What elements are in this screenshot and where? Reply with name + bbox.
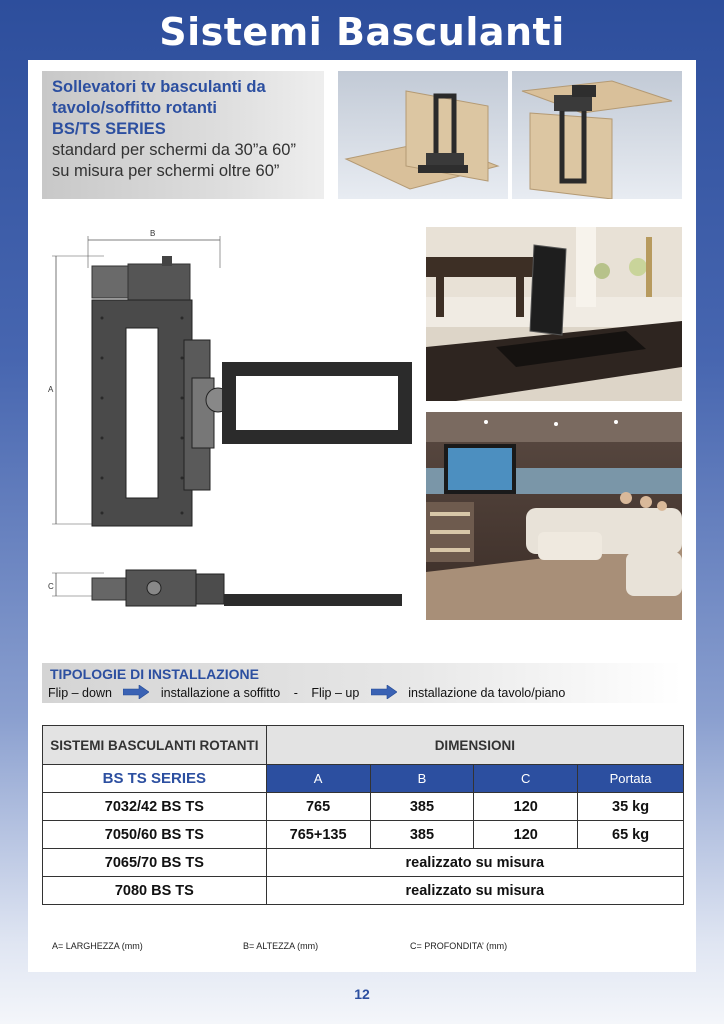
cell-model: 7050/60 BS TS (43, 821, 267, 849)
page-sheet (28, 60, 696, 972)
page-number: 12 (354, 986, 370, 1002)
cell-custom-note: realizzato su misura (266, 849, 683, 877)
legend-b: B= ALTEZZA (mm) (243, 941, 319, 951)
page-title: Sistemi Basculanti (159, 10, 565, 54)
installation-heading: TIPOLOGIE DI INSTALLAZIONE (50, 666, 259, 682)
table-install-label: installazione da tavolo/piano (408, 685, 566, 700)
intro-series: BS/TS SERIES (52, 120, 166, 138)
photo-living-room (426, 227, 682, 401)
cell-b: 385 (370, 821, 474, 849)
cell-model: 7032/42 BS TS (43, 793, 267, 821)
col-header-portata: Portata (578, 765, 684, 793)
table-row (43, 793, 684, 821)
arrow-right-icon (123, 685, 149, 702)
intro-custom: su misura per schermi oltre 60” (52, 162, 280, 180)
spec-table (42, 725, 684, 905)
dim-label-b: B (150, 229, 156, 238)
cell-model: 7080 BS TS (43, 877, 267, 905)
col-header-a: A (266, 765, 370, 793)
table-header-right: DIMENSIONI (266, 726, 683, 765)
photo-yacht-lounge (426, 412, 682, 620)
legend-a: A= LARGHEZZA (mm) (52, 941, 143, 951)
installation-row (48, 685, 565, 702)
dim-label-c: C (48, 582, 54, 591)
ceiling-install-label: installazione a soffitto (160, 685, 281, 700)
arrow-right-icon (371, 685, 397, 702)
cell-custom-note: realizzato su misura (266, 877, 683, 905)
table-series-label: BS TS SERIES (43, 765, 267, 793)
col-header-b: B (370, 765, 474, 793)
table-header-left: SISTEMI BASCULANTI ROTANTI (43, 726, 267, 765)
intro-line-2: tavolo/soffitto rotanti (52, 99, 217, 117)
intro-box (42, 71, 324, 199)
cell-c: 120 (474, 793, 578, 821)
table-row (43, 849, 684, 877)
table-row (43, 877, 684, 905)
col-header-c: C (474, 765, 578, 793)
cell-portata: 35 kg (578, 793, 684, 821)
flip-up-label: Flip – up (311, 685, 360, 700)
cell-model: 7065/70 BS TS (43, 849, 267, 877)
flip-down-label: Flip – down (48, 685, 112, 700)
cell-a: 765+135 (266, 821, 370, 849)
cell-portata: 65 kg (578, 821, 684, 849)
product-render-1 (338, 71, 508, 199)
table-row (43, 821, 684, 849)
installation-types-bar (42, 663, 682, 703)
separator: - (293, 685, 298, 700)
intro-standard: standard per schermi da 30”a 60” (52, 141, 296, 159)
cell-a: 765 (266, 793, 370, 821)
technical-drawing (44, 228, 416, 628)
cell-c: 120 (474, 821, 578, 849)
dim-label-a: A (48, 385, 54, 394)
intro-line-1: Sollevatori tv basculanti da (52, 78, 266, 96)
legend-c: C= PROFONDITA’ (mm) (410, 941, 508, 951)
product-render-2 (512, 71, 682, 199)
cell-b: 385 (370, 793, 474, 821)
